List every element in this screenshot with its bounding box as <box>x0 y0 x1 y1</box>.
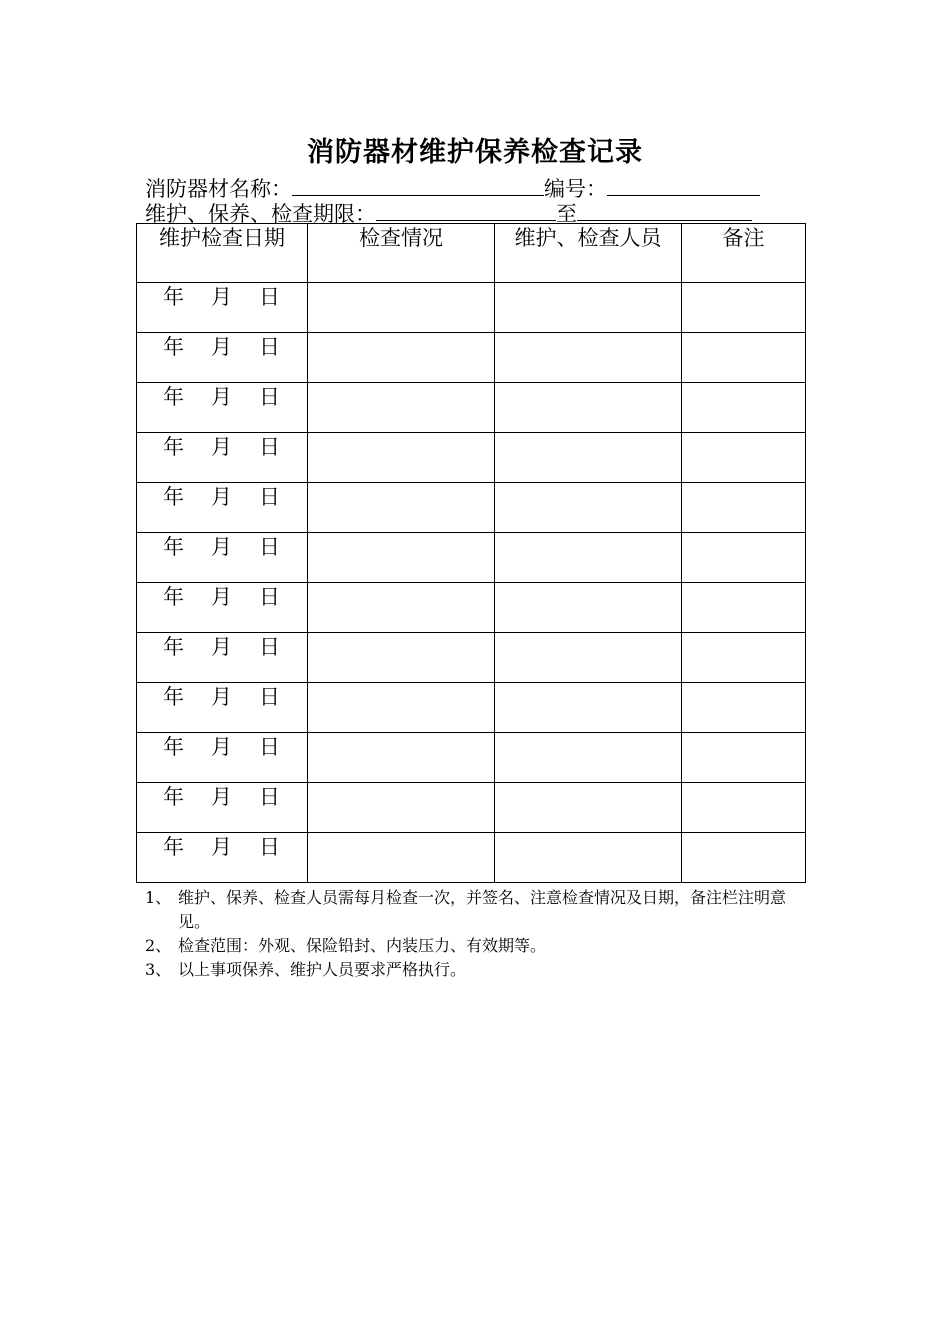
date-month-label: 月 <box>211 385 232 409</box>
date-day-label: 日 <box>259 635 280 659</box>
table-row <box>137 683 806 733</box>
inspector-cell[interactable] <box>495 483 682 533</box>
inspection-status-cell[interactable] <box>308 433 495 483</box>
inspection-status-cell[interactable] <box>308 783 495 833</box>
note-number: 1、 <box>145 888 172 907</box>
inspection-status-cell[interactable] <box>308 383 495 433</box>
period-end-field[interactable] <box>577 199 752 221</box>
header-inspection-status: 检查情况 <box>308 224 495 283</box>
date-year-label: 年 <box>163 335 184 359</box>
date-day-label: 日 <box>259 735 280 759</box>
inspection-status-cell[interactable] <box>308 533 495 583</box>
date-month-label: 月 <box>211 435 232 459</box>
remarks-cell[interactable] <box>682 383 806 433</box>
date-cell[interactable] <box>137 633 308 683</box>
date-year-label: 年 <box>163 835 184 859</box>
inspection-status-cell[interactable] <box>308 733 495 783</box>
date-year-label: 年 <box>163 635 184 659</box>
table-row <box>137 483 806 533</box>
date-day-label: 日 <box>259 535 280 559</box>
inspector-cell[interactable] <box>495 283 682 333</box>
inspection-status-cell[interactable] <box>308 333 495 383</box>
date-month-label: 月 <box>211 785 232 809</box>
table-row <box>137 383 806 433</box>
inspector-cell[interactable] <box>495 733 682 783</box>
inspection-status-cell[interactable] <box>308 633 495 683</box>
date-cell[interactable] <box>137 783 308 833</box>
inspector-cell[interactable] <box>495 633 682 683</box>
remarks-cell[interactable] <box>682 783 806 833</box>
date-cell[interactable] <box>137 683 308 733</box>
date-year-label: 年 <box>163 385 184 409</box>
header-inspection-date: 维护检查日期 <box>137 224 308 283</box>
date-year-label: 年 <box>163 435 184 459</box>
number-label: 编号： <box>544 177 607 201</box>
inspector-cell[interactable] <box>495 383 682 433</box>
note-text: 维护、保养、检查人员需每月检查一次，并签名、注意检查情况及日期，备注栏注明意见。 <box>178 888 787 931</box>
date-month-label: 月 <box>211 535 232 559</box>
equipment-name-label: 消防器材名称： <box>145 177 292 201</box>
equipment-name-field[interactable] <box>292 174 544 196</box>
date-month-label: 月 <box>211 285 232 309</box>
remarks-cell[interactable] <box>682 583 806 633</box>
inspector-cell[interactable] <box>495 433 682 483</box>
remarks-cell[interactable] <box>682 683 806 733</box>
date-year-label: 年 <box>163 785 184 809</box>
date-cell[interactable] <box>137 583 308 633</box>
inspection-status-cell[interactable] <box>308 283 495 333</box>
period-start-field[interactable] <box>376 199 556 221</box>
table-row <box>137 583 806 633</box>
table-row <box>137 633 806 683</box>
inspector-cell[interactable] <box>495 333 682 383</box>
table-row <box>137 433 806 483</box>
date-month-label: 月 <box>211 735 232 759</box>
remarks-cell[interactable] <box>682 833 806 883</box>
document-title: 消防器材维护保养检查记录 <box>307 137 643 168</box>
equipment-info-line <box>145 174 760 202</box>
note-text: 以上事项保养、维护人员要求严格执行。 <box>178 960 467 979</box>
date-year-label: 年 <box>163 285 184 309</box>
inspector-cell[interactable] <box>495 783 682 833</box>
remarks-cell[interactable] <box>682 283 806 333</box>
header-inspector: 维护、检查人员 <box>495 224 682 283</box>
date-month-label: 月 <box>211 635 232 659</box>
date-day-label: 日 <box>259 485 280 509</box>
date-month-label: 月 <box>211 835 232 859</box>
date-month-label: 月 <box>211 485 232 509</box>
inspector-cell[interactable] <box>495 683 682 733</box>
note-item <box>145 934 810 958</box>
date-month-label: 月 <box>211 585 232 609</box>
date-cell[interactable] <box>137 383 308 433</box>
date-year-label: 年 <box>163 585 184 609</box>
inspection-status-cell[interactable] <box>308 683 495 733</box>
date-day-label: 日 <box>259 685 280 709</box>
period-to-label: 至 <box>556 202 577 226</box>
table-row <box>137 783 806 833</box>
table-row <box>137 733 806 783</box>
date-day-label: 日 <box>259 435 280 459</box>
remarks-cell[interactable] <box>682 433 806 483</box>
table-row <box>137 833 806 883</box>
note-number: 3、 <box>145 960 172 979</box>
date-cell[interactable] <box>137 833 308 883</box>
date-cell[interactable] <box>137 533 308 583</box>
table-row <box>137 333 806 383</box>
date-cell[interactable] <box>137 283 308 333</box>
date-cell[interactable] <box>137 433 308 483</box>
inspection-status-cell[interactable] <box>308 583 495 633</box>
date-cell[interactable] <box>137 333 308 383</box>
date-day-label: 日 <box>259 585 280 609</box>
date-day-label: 日 <box>259 785 280 809</box>
inspector-cell[interactable] <box>495 533 682 583</box>
date-month-label: 月 <box>211 685 232 709</box>
remarks-cell[interactable] <box>682 733 806 783</box>
number-field[interactable] <box>607 174 760 196</box>
table-row <box>137 283 806 333</box>
date-cell[interactable] <box>137 483 308 533</box>
date-day-label: 日 <box>259 835 280 859</box>
inspection-log-table <box>136 223 806 883</box>
date-cell[interactable] <box>137 733 308 783</box>
inspection-status-cell[interactable] <box>308 833 495 883</box>
remarks-cell[interactable] <box>682 333 806 383</box>
period-label: 维护、保养、检查期限： <box>145 202 376 226</box>
note-item <box>145 886 810 934</box>
date-year-label: 年 <box>163 685 184 709</box>
table-header-row <box>137 224 806 283</box>
date-year-label: 年 <box>163 735 184 759</box>
remarks-cell[interactable] <box>682 533 806 583</box>
date-day-label: 日 <box>259 285 280 309</box>
date-year-label: 年 <box>163 485 184 509</box>
date-year-label: 年 <box>163 535 184 559</box>
table-row <box>137 533 806 583</box>
remarks-cell[interactable] <box>682 483 806 533</box>
remarks-cell[interactable] <box>682 633 806 683</box>
note-number: 2、 <box>145 936 172 955</box>
date-day-label: 日 <box>259 335 280 359</box>
inspector-cell[interactable] <box>495 583 682 633</box>
note-text: 检查范围：外观、保险铅封、内装压力、有效期等。 <box>178 936 547 955</box>
inspector-cell[interactable] <box>495 833 682 883</box>
notes-section <box>145 886 810 982</box>
note-item <box>145 958 810 982</box>
inspection-status-cell[interactable] <box>308 483 495 533</box>
date-day-label: 日 <box>259 385 280 409</box>
date-month-label: 月 <box>211 335 232 359</box>
header-remarks: 备注 <box>682 224 806 283</box>
